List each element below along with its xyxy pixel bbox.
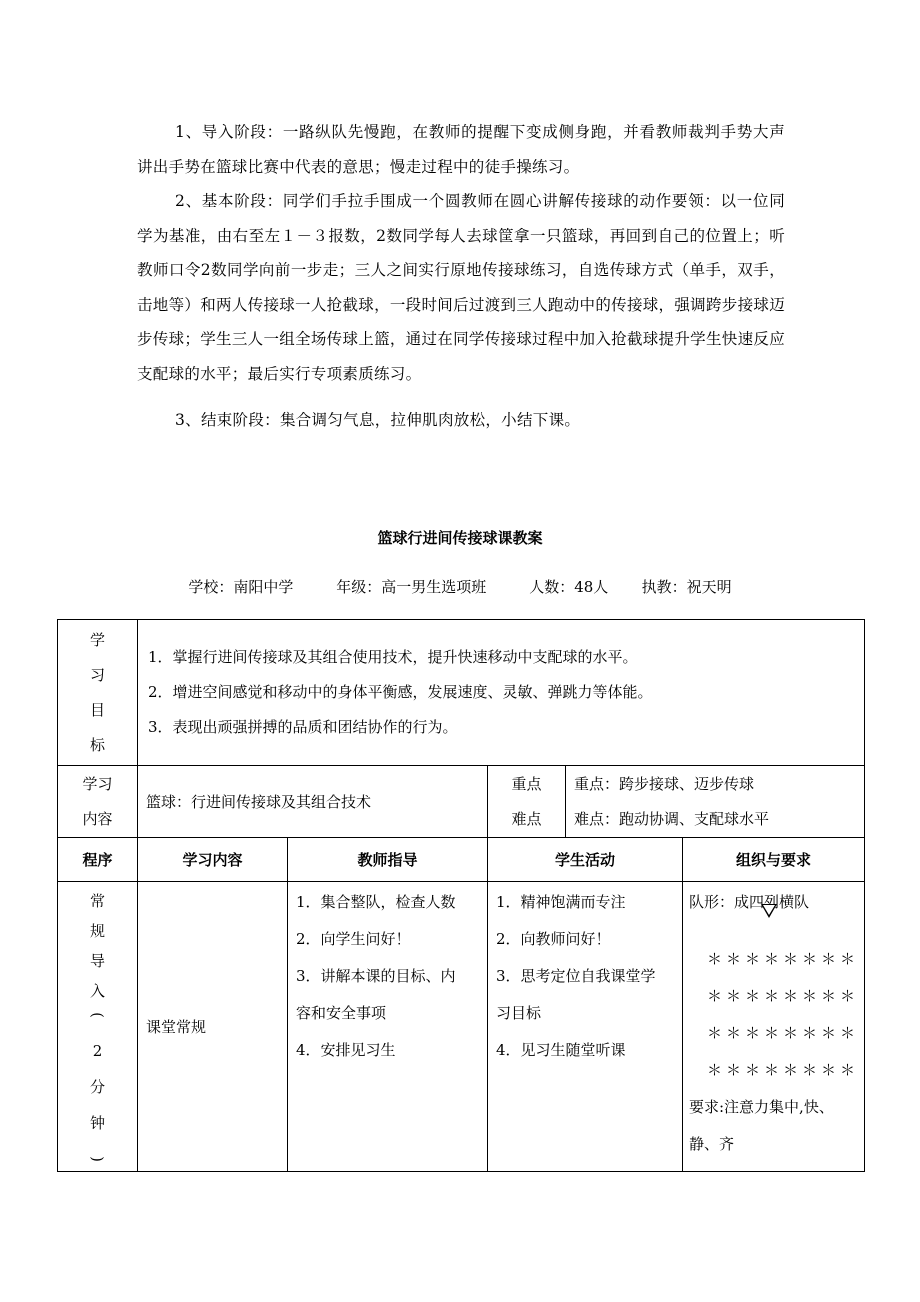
goal-item: 1．掌握行进间传接球及其组合使用技术，提升快速移动中支配球的水平。 bbox=[148, 648, 638, 666]
stage-duration-char: ( bbox=[88, 1011, 107, 1018]
document-title: 篮球行进间传接球课教案 bbox=[377, 529, 543, 547]
goal-item: 3．表现出顽强拼搏的品质和团结协作的行为。 bbox=[148, 718, 458, 736]
content-text: 篮球：行进间传接球及其组合技术 bbox=[138, 766, 488, 838]
goals-list bbox=[138, 620, 865, 766]
student-step: 习目标 bbox=[496, 1004, 542, 1022]
goals-label-char: 标 bbox=[89, 735, 105, 754]
teacher-info: 执教：祝天明 bbox=[641, 578, 732, 596]
stage-content: 课堂常规 bbox=[138, 882, 288, 1172]
goals-label-char: 学 bbox=[89, 630, 105, 649]
teacher-guidance bbox=[288, 882, 488, 1172]
header-organization: 组织与要求 bbox=[683, 838, 865, 882]
hard-point-text: 难点：跑动协调、支配球水平 bbox=[574, 809, 770, 828]
student-step: 2．向教师问好！ bbox=[496, 930, 611, 948]
formation-row: ＊＊＊＊＊＊＊＊ bbox=[707, 987, 860, 1005]
content-label bbox=[58, 766, 138, 838]
teacher-step: 2．向学生问好！ bbox=[296, 930, 411, 948]
key-hard-label bbox=[488, 766, 566, 838]
header-row bbox=[58, 838, 865, 882]
stage-duration-char: 钟 bbox=[89, 1113, 105, 1132]
student-count-info: 人数：48人 bbox=[529, 578, 609, 596]
key-label: 重点 bbox=[511, 774, 542, 793]
formation-row: ＊＊＊＊＊＊＊＊ bbox=[707, 1061, 860, 1079]
stage-char: 导 bbox=[89, 951, 105, 970]
stage-char: 入 bbox=[89, 981, 105, 1000]
key-hard-text bbox=[566, 766, 865, 838]
teacher-step: 1．集合整队，检查人数 bbox=[296, 893, 456, 911]
intro-paragraph-1: 1、导入阶段：一路纵队先慢跑，在教师的提醒下变成侧身跑，并看教师裁判手势大声讲出手势在篮球比赛中代表的意思；慢走过程中的徒手操练习。 bbox=[137, 123, 785, 176]
stage-duration-char: 分 bbox=[89, 1077, 105, 1096]
content-row bbox=[58, 766, 865, 838]
formation-text: 队形：成四列横队 bbox=[689, 893, 810, 911]
header-teacher: 教师指导 bbox=[288, 838, 488, 882]
stage-label bbox=[58, 882, 138, 1172]
student-step: 4．见习生随堂听课 bbox=[496, 1041, 626, 1059]
formation-row: ＊＊＊＊＊＊＊＊ bbox=[707, 1024, 860, 1042]
student-step: 1．精神饱满而专注 bbox=[496, 893, 626, 911]
student-step: 3．思考定位自我课堂学 bbox=[496, 967, 656, 985]
hard-label: 难点 bbox=[511, 809, 542, 828]
header-procedure: 程序 bbox=[58, 838, 138, 882]
stage-duration-char: 2 bbox=[92, 1041, 103, 1060]
requirement-text: 静、齐 bbox=[689, 1135, 735, 1153]
stage-char: 常 bbox=[89, 891, 105, 910]
grade-info: 年级：高一男生选项班 bbox=[336, 578, 487, 596]
stage-duration-char: ) bbox=[88, 1155, 107, 1162]
header-student: 学生活动 bbox=[488, 838, 683, 882]
formation-row: ＊＊＊＊＊＊＊＊ bbox=[707, 950, 860, 968]
intro-paragraph-3: 3、结束阶段：集合调匀气息，拉伸肌肉放松，小结下课。 bbox=[175, 411, 581, 429]
goals-label-char: 目 bbox=[89, 700, 105, 719]
organization-requirements bbox=[683, 882, 865, 1172]
stage-duration bbox=[58, 1006, 137, 1168]
content-label-line: 学习 bbox=[82, 774, 113, 793]
teacher-step: 4．安排见习生 bbox=[296, 1041, 396, 1059]
stage-row bbox=[58, 882, 865, 1172]
intro-paragraph-2: 2、基本阶段：同学们手拉手围成一个圆教师在圆心讲解传接球的动作要领：以一位同学为基准，由右至左１－３报数，2数同学每人去球筐拿一只篮球，再回到自己的位置上；听教师口令2数同学向前一步走；三人之间实行原地传接球练习，自选传球方式（单手，双手，击地等）和两人传接球一人抢截球，一段时间后过渡到三人跑动中的传接球，强调跨步接球迈步传球；学生三人一组全场传球上篮，通过在同学传接球过程中加入抢截球提升学生快速反应支配球的水平；最后实行专项素质练习。 bbox=[137, 192, 785, 383]
content-label-line: 内容 bbox=[82, 809, 113, 828]
lesson-info bbox=[0, 576, 920, 597]
lesson-plan-table bbox=[57, 619, 865, 1172]
key-point-text: 重点：跨步接球、迈步传球 bbox=[574, 774, 755, 793]
goal-item: 2．增进空间感觉和移动中的身体平衡感，发展速度、灵敏、弹跳力等体能。 bbox=[148, 683, 653, 701]
requirement-text: 要求:注意力集中,快、 bbox=[689, 1098, 834, 1116]
teacher-step: 容和安全事项 bbox=[296, 1004, 387, 1022]
school-info: 学校：南阳中学 bbox=[188, 578, 294, 596]
goals-label-char: 习 bbox=[89, 665, 105, 684]
header-content: 学习内容 bbox=[138, 838, 288, 882]
teacher-position-triangle-icon bbox=[761, 904, 777, 918]
stage-char: 规 bbox=[89, 921, 105, 940]
student-activity bbox=[488, 882, 683, 1172]
goals-row bbox=[58, 620, 865, 766]
goals-label bbox=[58, 620, 138, 766]
teacher-step: 3．讲解本课的目标、内 bbox=[296, 967, 456, 985]
